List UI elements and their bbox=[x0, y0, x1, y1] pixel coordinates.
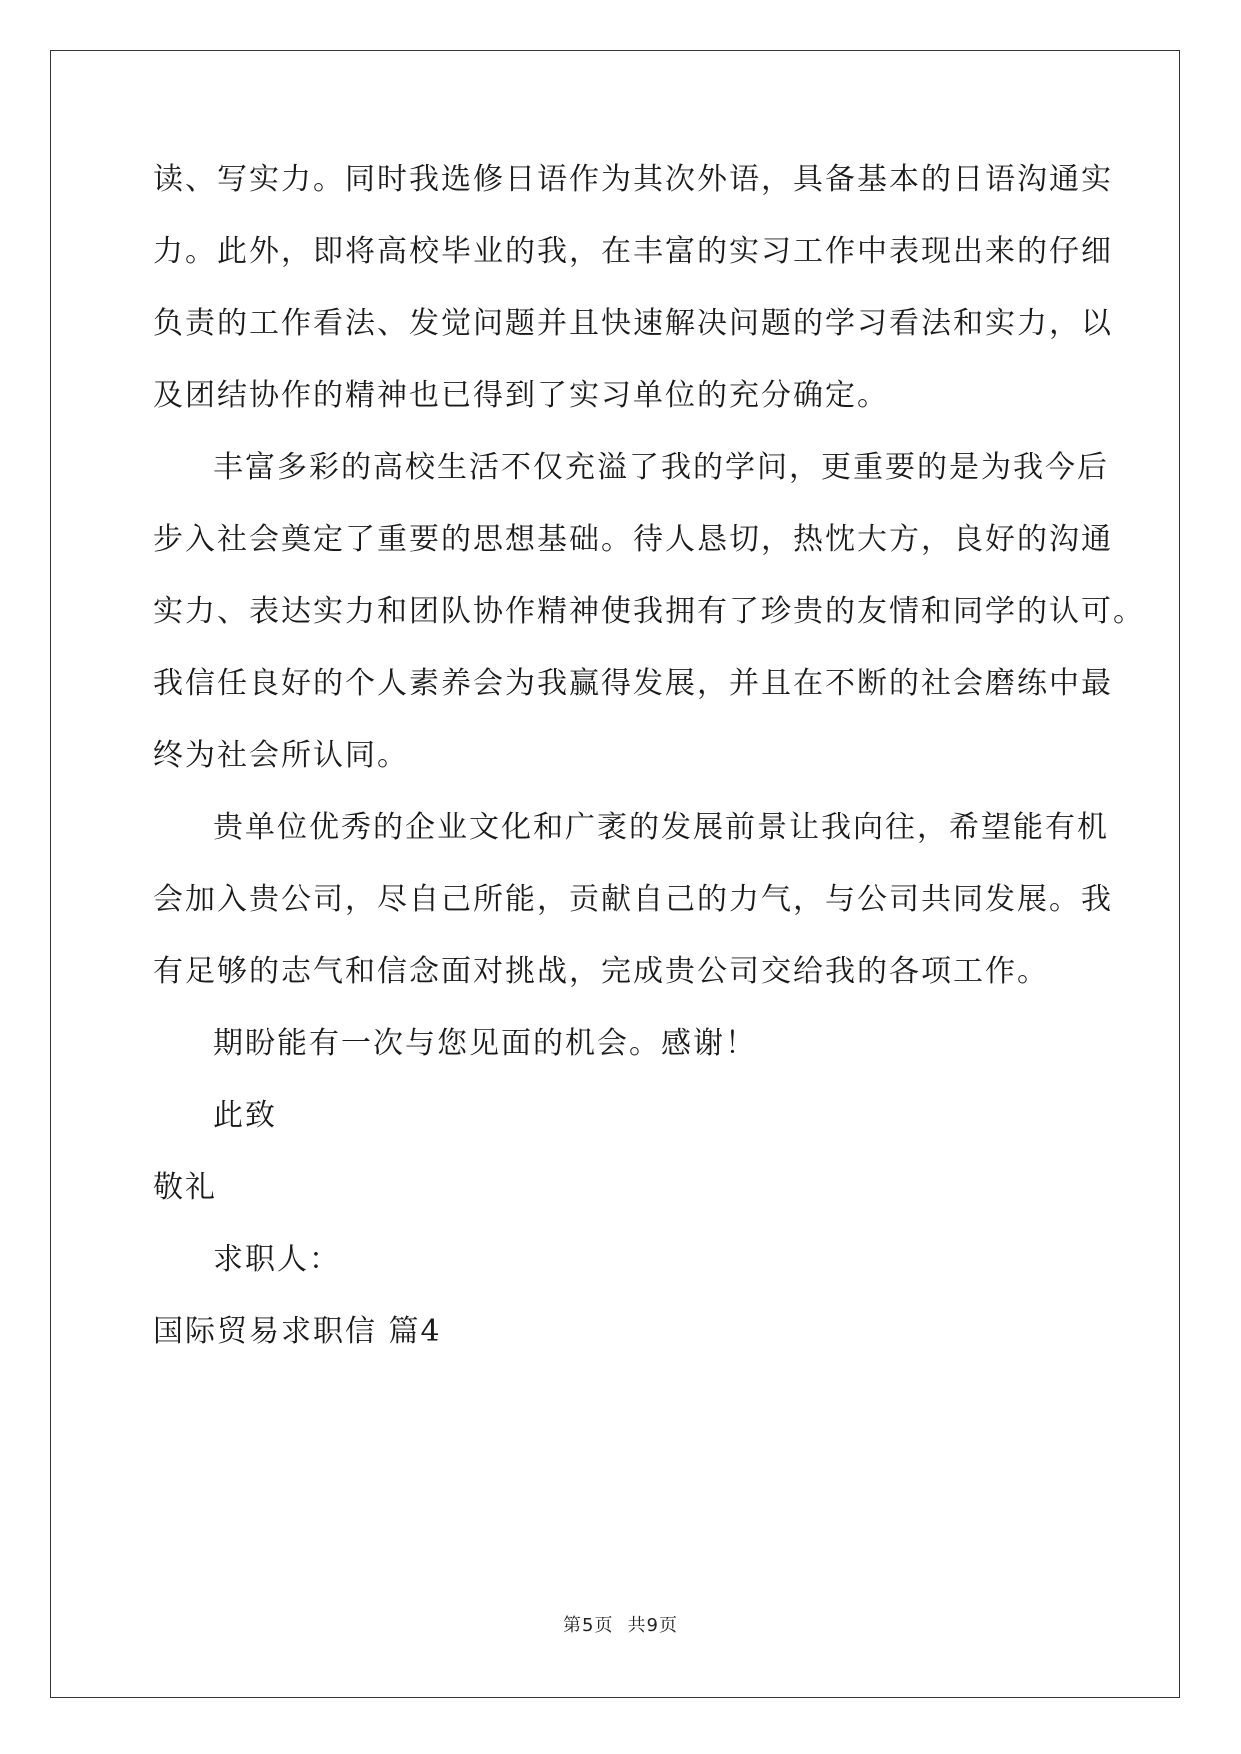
paragraph-line: 及团结协作的精神也已得到了实习单位的充分确定。 bbox=[153, 378, 889, 413]
salutation-line: 敬礼 bbox=[153, 1170, 217, 1205]
footer-total-prefix: 共 bbox=[627, 1615, 647, 1636]
paragraph-line: 力。此外，即将高校毕业的我，在丰富的实习工作中表现出来的仔细 bbox=[153, 234, 1113, 269]
paragraph-line: 负责的工作看法、发觉问题并且快速解决问题的学习看法和实力，以 bbox=[153, 306, 1113, 341]
paragraph-line: 步入社会奠定了重要的思想基础。待人恳切，热忱大方，良好的沟通 bbox=[153, 522, 1113, 557]
salutation-line: 此致 bbox=[213, 1098, 277, 1133]
signature-line: 求职人： bbox=[213, 1242, 341, 1277]
closing-line: 期盼能有一次与您见面的机会。感谢！ bbox=[213, 1026, 757, 1061]
paragraph-line: 贵单位优秀的企业文化和广袤的发展前景让我向往，希望能有机 bbox=[213, 810, 1109, 845]
page-border bbox=[50, 50, 1180, 1698]
paragraph-line: 我信任良好的个人素养会为我赢得发展，并且在不断的社会磨练中最 bbox=[153, 666, 1113, 701]
current-page-number: 5 bbox=[582, 1615, 595, 1636]
paragraph-line: 终为社会所认同。 bbox=[153, 738, 409, 773]
footer-total-suffix: 页 bbox=[658, 1615, 678, 1636]
paragraph-line: 有足够的志气和信念面对挑战，完成贵公司交给我的各项工作。 bbox=[153, 954, 1049, 989]
total-pages-number: 9 bbox=[646, 1615, 659, 1636]
paragraph-line: 读、写实力。同时我选修日语作为其次外语，具备基本的日语沟通实 bbox=[153, 162, 1113, 197]
paragraph-line: 实力、表达实力和团队协作精神使我拥有了珍贵的友情和同学的认可。 bbox=[153, 594, 1145, 629]
footer-current-suffix: 页 bbox=[594, 1615, 614, 1636]
section-heading: 国际贸易求职信 篇4 bbox=[153, 1314, 442, 1349]
footer-prefix: 第 bbox=[563, 1615, 583, 1636]
page-footer bbox=[0, 1611, 1241, 1637]
paragraph-line: 丰富多彩的高校生活不仅充溢了我的学问，更重要的是为我今后 bbox=[213, 450, 1109, 485]
paragraph-line: 会加入贵公司，尽自己所能，贡献自己的力气，与公司共同发展。我 bbox=[153, 882, 1113, 917]
